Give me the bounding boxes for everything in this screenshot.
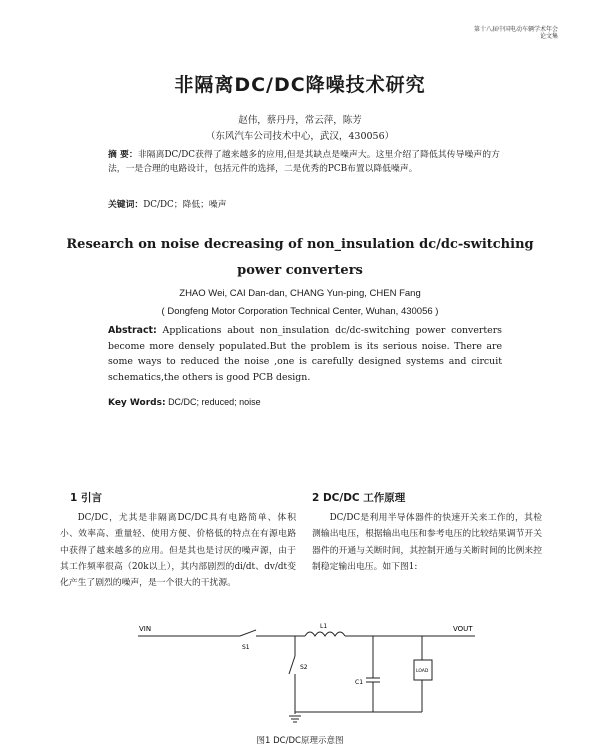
section-2-heading: 2 DC/DC 工作原理 — [312, 492, 406, 504]
section-2-text: DC/DC是利用半导体器件的快速开关来工作的，其检测输出电压，根据输出电压和参考电压的比较结果调节开关器件的开通与关断时间，其控制开通与关断时间的比例来控制稳定输出电压。如下图1: — [312, 513, 542, 572]
keywords-label-cn: 关键词： — [108, 200, 144, 210]
paper-title-en: Research on noise decreasing of non_insulation dc/dc-switching power converters — [66, 237, 534, 278]
paper-title-cn: 非隔离DC/DC降噪技术研究 — [174, 74, 426, 96]
label-l1: L1 — [320, 623, 328, 630]
s2-switch-blade — [289, 656, 295, 674]
abstract-text-en: Applications about non_insulation dc/dc-switching power converters become more densely populated.But the problem is its serious noise. There are some ways to reduced the noise ,one is carefully designed systems and circuit schematics,the others is good PCB design. — [108, 325, 502, 383]
label-vin: VIN — [139, 625, 152, 633]
journal-header — [474, 26, 558, 40]
affiliation-cn: （东风汽车公司技术中心，武汉，430056） — [205, 131, 395, 142]
keywords-text-cn: DC/DC；降低；噪声 — [143, 200, 227, 210]
section-1-text: DC/DC，尤其是非隔离DC/DC具有电路简单、体积小、效率高、重量轻、使用方便、价格低的特点在有源电路中获得了越来越多的应用。但是其也是讨厌的噪声源，由于其工作频率很高（20k以上），其内部剧烈的di/dt、dv/dt变化产生了剧烈的噪声，是一个很大的干扰源。 — [60, 513, 296, 589]
section-1-heading: 1 引言 — [70, 492, 102, 504]
keywords-en — [108, 397, 261, 408]
abstract-cn — [108, 148, 500, 176]
journal-header-line1: 第十八届中国电动车辆学术年会 — [473, 26, 558, 33]
label-load: LOAD — [416, 669, 429, 674]
keywords-text-en: DC/DC; reduced; noise — [168, 397, 261, 407]
journal-header-line2: 论文集 — [539, 33, 558, 40]
authors-cn: 赵伟，蔡丹丹，常云萍，陈芳 — [238, 115, 362, 126]
label-c1: C1 — [355, 679, 364, 686]
inductor-l1 — [305, 632, 345, 636]
label-vout: VOUT — [453, 625, 473, 633]
label-s1: S1 — [242, 644, 250, 651]
keywords-label-en: Key Words: — [108, 398, 166, 408]
authors-en: ZHAO Wei, CAI Dan-dan, CHANG Yun-ping, CHEN Fang — [179, 288, 421, 299]
abstract-text-cn: 非隔离DC/DC获得了越来越多的应用,但是其缺点是噪声大。这里介绍了降低其传导噪声的方法，一是合理的电路设计，包括元件的选择，二是优秀的PCB布置以降低噪声。 — [108, 150, 500, 174]
figure-caption: 图1 DC/DC原理示意图 — [256, 736, 344, 746]
abstract-label-en: Abstract: — [108, 325, 157, 336]
abstract-label-cn: 摘 要： — [108, 150, 138, 160]
circuit-diagram — [0, 612, 600, 730]
label-s2: S2 — [300, 664, 308, 671]
affiliation-en: ( Dongfeng Motor Corporation Technical Center, Wuhan, 430056 ) — [161, 306, 439, 317]
abstract-en — [108, 323, 502, 385]
s1-switch-blade — [240, 630, 256, 636]
keywords-cn — [108, 197, 227, 210]
